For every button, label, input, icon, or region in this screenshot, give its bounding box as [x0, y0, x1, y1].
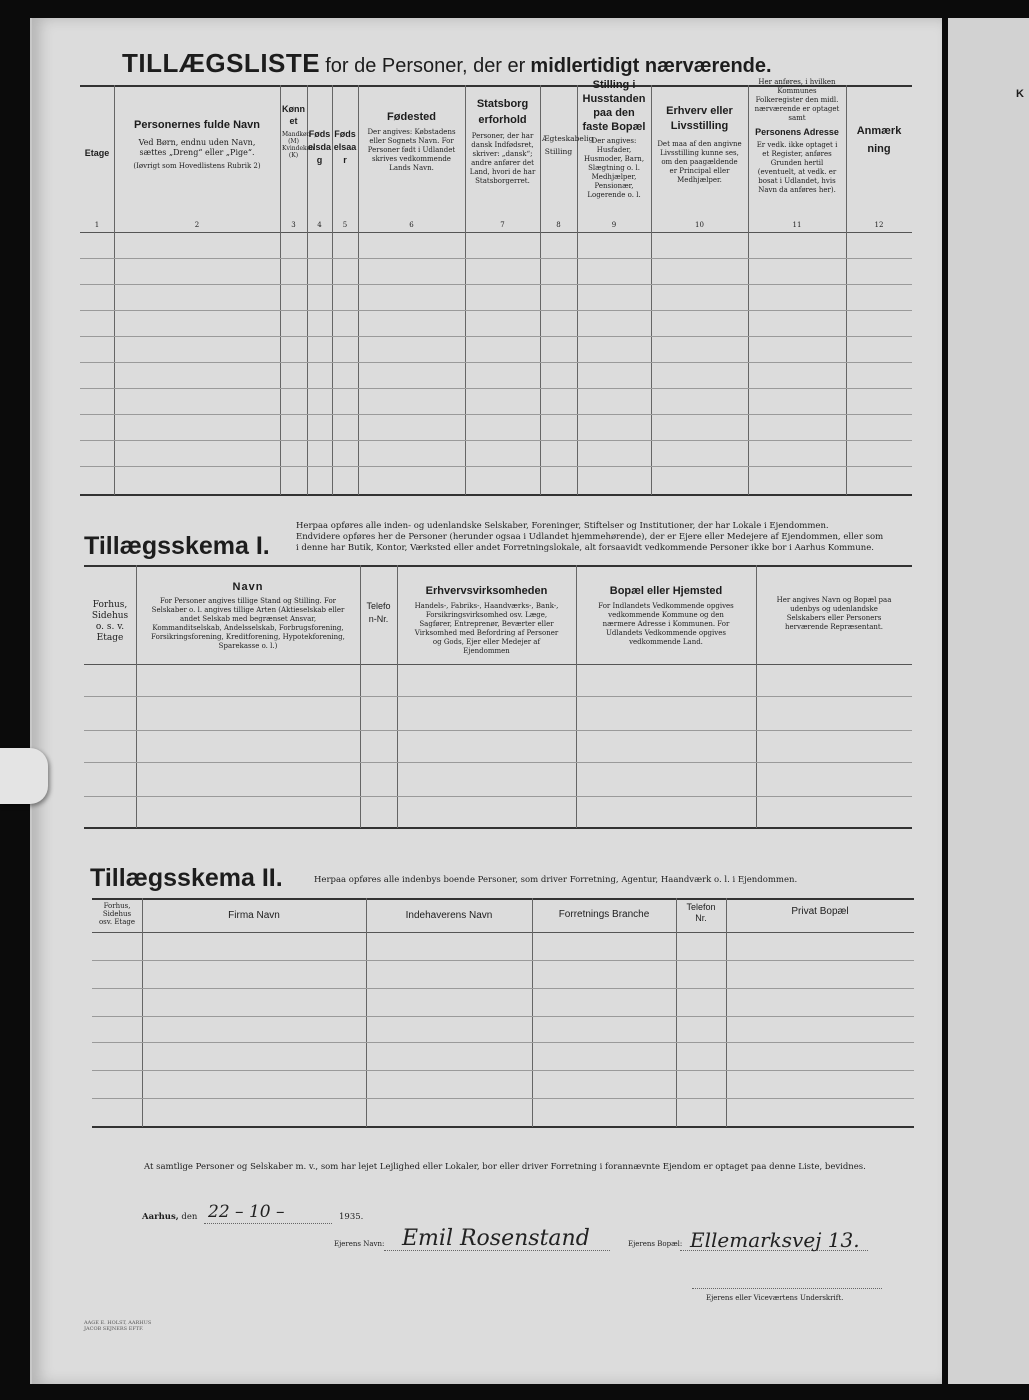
col-number: 11: [792, 221, 802, 229]
col-number: 1: [94, 221, 100, 229]
skema1-telefon-header: Telefon-Nr.: [366, 601, 391, 624]
title-middle: for de Personer, der er: [325, 55, 526, 77]
form-page: [30, 18, 942, 1384]
col-number: 12: [874, 221, 884, 229]
tillaegsliste-title: [122, 48, 772, 79]
col-number: 6: [409, 221, 414, 229]
col-anmaerkning-header: Anmærkning: [856, 125, 902, 155]
col-foedselsaar-header: Fødselsaar: [333, 129, 357, 165]
col-number: 9: [611, 221, 617, 229]
col-number: 10: [695, 221, 704, 229]
owner-address-handwritten: Ellemarksvej 13.: [690, 1228, 860, 1252]
col-stilling-header: Stilling i Husstanden paa den faste Bopæl Der angives: Husfader, Husmoder, Barn, Slægtning o. l. Medhjælper, Pensionær, Logerende o. l.: [582, 79, 646, 199]
title-main: TILLÆGSLISTE: [122, 48, 321, 78]
skema2-intro: Herpaa opføres alle indenbys boende Personer, som driver Forretning, Agentur, Haandværk o. l. i Ejendommen.: [314, 875, 798, 885]
col-statsborger-header: Statsborgerforhold Personer, der har dansk Indfødsret, skriver: „dansk“; andre anfører det Land, hvori de har Statsborgerret.: [469, 98, 536, 185]
col-etage-header: Etage: [84, 148, 110, 158]
date-handwritten: 22 – 10 –: [208, 1202, 285, 1222]
col-erhverv-header: Erhverv eller Livsstilling Det maa af den angivne Livsstilling kunne ses, om den paagældende er Principal eller Medhjælper.: [657, 105, 742, 184]
skema2-firma-header: Firma Navn: [228, 910, 280, 921]
skema2-bopael-header: Privat Bopæl: [791, 906, 849, 917]
printer-mark: AAGE E. HOLST, AARHUS JACOB SEJNERS EFTF.: [84, 1320, 152, 1332]
col-number: 5: [342, 221, 348, 229]
col-number: 2: [194, 221, 200, 229]
skema1-title: Tillægsskema I.: [84, 532, 270, 560]
place-label: Aarhus,: [142, 1212, 179, 1222]
col-foedested-header: Fødested Der angives: Købstadens eller Sognets Navn. For Personer født i Udlandet skrives vedkommende Lands Navn.: [367, 111, 456, 172]
col-foedselsdag-header: Fødselsdag: [308, 129, 332, 165]
title-end: midlertidigt nærværende.: [530, 55, 772, 77]
binder-tab: [0, 748, 48, 804]
col-number: 4: [317, 221, 322, 229]
next-page-edge: [948, 18, 1029, 1384]
skema1-repraesentant-header: Her angives Navn og Bopæl paa udenbys og udenlandske Selskabers eller Personers herværende Repræsentant.: [776, 596, 892, 631]
year-label: 1935.: [339, 1212, 364, 1222]
skema2-branche-header: Forretnings Branche: [558, 909, 650, 920]
skema1-bopael-header: Bopæl eller Hjemsted For Indlandets Vedkommende opgives vedkommende Kommune og den nærmere Adresse i Kommunen. For Udlandets Vedkommende opgives vedkommende Land.: [598, 585, 734, 646]
skema2-telefon-header: Telefon Nr.: [686, 902, 716, 923]
col-adresse-header: Her anføres, i hvilken Kommunes Folkeregister den midl. nærværende er optaget samt Personens Adresse Er vedk. ikke optaget i et Register, anføres Grunden hertil (eventuelt, at vedk. er bosat i Udlandet, hvis Navn da anføres her).: [754, 78, 840, 194]
declaration-text: At samtlige Personer og Selskaber m. v., som har lejet Lejlighed eller Lokaler, bor eller driver Forretning i forannævnte Ejendom er optaget paa denne Liste, bevidnes.: [144, 1162, 866, 1172]
skema2-title: Tillægsskema II.: [90, 864, 283, 892]
skema2-indehaver-header: Indehaverens Navn: [405, 910, 493, 921]
next-page-letter: K: [1016, 88, 1024, 100]
skema1-intro: Herpaa opføres alle inden- og udenlandske Selskaber, Foreninger, Stiftelser og Institutioner, der har Lokale i Ejendommen. Endvidere opføres her de Personer (herunder ogsaa i Udlandet hjemmehørende), der er Ejere eller Medejere af Ejendommen, eller som i denne har Butik, Kontor, Værksted eller andet Forretningslokale, alt forsaavidt vedkommende Personer ikke bor i Aarhus Kommune.: [296, 521, 884, 553]
owner-address-label: Ejerens Bopæl:: [628, 1240, 683, 1248]
den-label: den: [181, 1212, 198, 1222]
owner-name-label: Ejerens Navn:: [334, 1240, 385, 1248]
skema1-etage-header: Forhus, Sidehus o. s. v. Etage: [91, 600, 129, 643]
col-number: 3: [291, 221, 296, 229]
col-aegteskab-header: Ægteskabelig Stilling: [542, 134, 594, 156]
signature-field: [692, 1288, 882, 1289]
date-line: [142, 1212, 197, 1222]
col-navn-header: Personernes fulde Navn Ved Børn, endnu uden Navn, sættes „Dreng“ eller „Pige“. (Iøvrigt som Hovedlistens Rubrik 2): [133, 119, 261, 170]
date-field: [204, 1223, 332, 1224]
owner-name-handwritten: Emil Rosenstand: [402, 1226, 590, 1251]
col-number: 8: [556, 221, 561, 229]
signature-label: Ejerens eller Viceværtens Underskrift.: [706, 1294, 844, 1302]
col-number: 7: [500, 221, 505, 229]
skema2-etage-header: Forhus, Sidehus osv. Etage: [98, 902, 136, 926]
col-koen-header: Kønnet Mandkøn (M) Kvindekøn (K): [282, 104, 315, 159]
skema1-navn-header: Navn For Personer angives tillige Stand og Stilling. For Selskaber o. l. angives tillige Arten (Aktieselskab eller andet Selskab med begrænset Ansvar, Kommanditselskab, Andelsselskab, Forbrugsforening, Forsikringsforening, Kreditforening, Hypotekforening, Sparekasse o. l.): [151, 581, 345, 650]
skema1-erhverv-header: Erhvervsvirksomheden Handels-, Fabriks-, Haandværks-, Bank-, Forsikringsvirksomhed osv. Læge, Sagfører, Entreprenør, Beværter eller Virksomhed med Befordring af Personer og Gods, Ejer eller Medejer af Ejendommen: [414, 585, 559, 655]
